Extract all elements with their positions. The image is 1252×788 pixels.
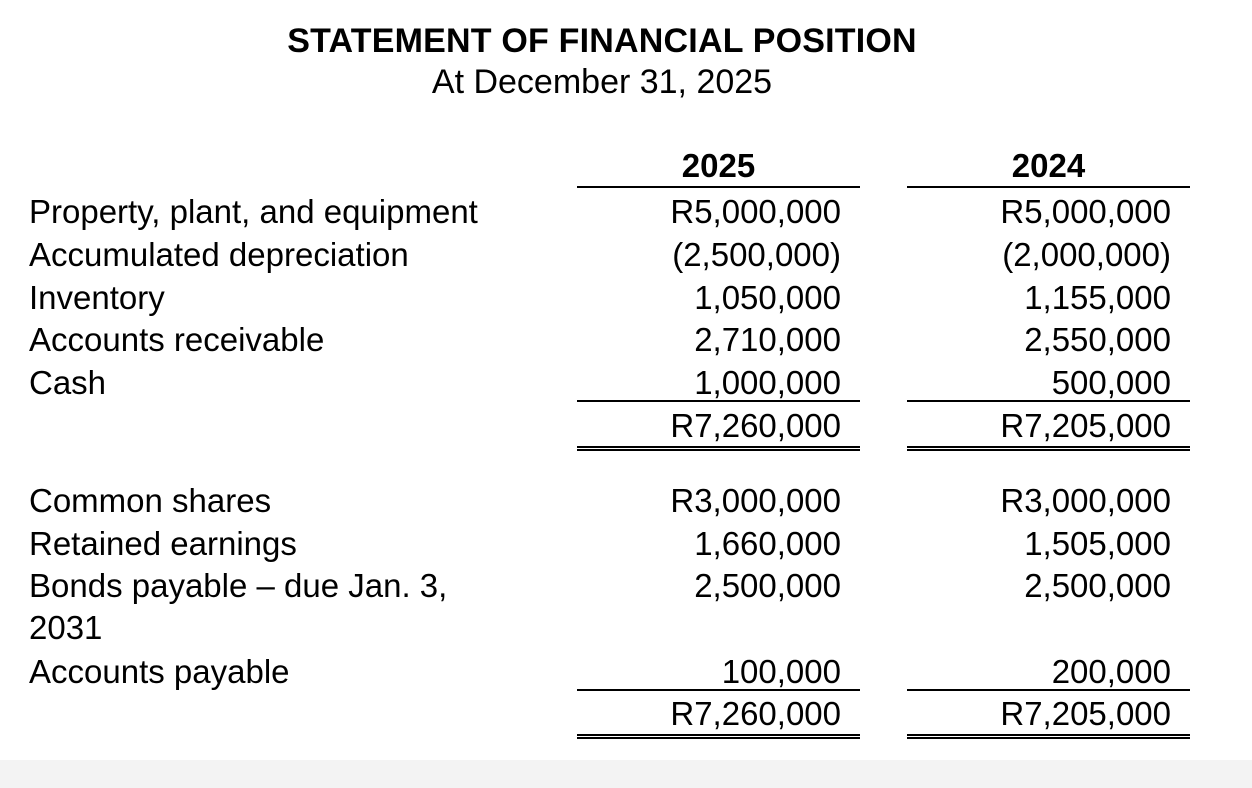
row-label: Bonds payable – due Jan. 3, 2031 bbox=[29, 567, 448, 646]
value-2024: 500,000 bbox=[907, 362, 1190, 402]
value-2025: (2,500,000) bbox=[672, 236, 841, 273]
value-2024: R3,000,000 bbox=[1000, 482, 1171, 519]
value-2025: 2,710,000 bbox=[694, 321, 841, 358]
value-2025: 2,500,000 bbox=[694, 567, 841, 604]
table-row bbox=[0, 565, 1252, 649]
statement-title: STATEMENT OF FINANCIAL POSITION bbox=[287, 22, 917, 60]
column-header-2024: 2024 bbox=[907, 146, 1190, 188]
table-row bbox=[0, 191, 1252, 233]
value-2024: 1,155,000 bbox=[1024, 279, 1171, 316]
row-label: Inventory bbox=[29, 279, 165, 316]
row-label: Retained earnings bbox=[29, 525, 297, 562]
row-label: Cash bbox=[29, 364, 107, 401]
total-2025: R7,260,000 bbox=[577, 693, 860, 739]
page-footer-strip bbox=[0, 760, 1252, 788]
value-2024: 1,505,000 bbox=[1024, 525, 1171, 562]
value-2024: 200,000 bbox=[907, 651, 1190, 691]
value-2025: R3,000,000 bbox=[670, 482, 841, 519]
total-row-assets bbox=[0, 405, 1252, 447]
value-2024: 2,500,000 bbox=[1024, 567, 1171, 604]
column-header-2025: 2025 bbox=[577, 146, 860, 188]
total-2024: R7,205,000 bbox=[907, 693, 1190, 739]
total-2024: R7,205,000 bbox=[907, 405, 1190, 451]
total-2025: R7,260,000 bbox=[577, 405, 860, 451]
table-row bbox=[0, 523, 1252, 565]
value-2025: R5,000,000 bbox=[670, 193, 841, 230]
table-row bbox=[0, 362, 1252, 404]
table-row bbox=[0, 234, 1252, 276]
table-row bbox=[0, 651, 1252, 693]
value-2025: 1,660,000 bbox=[694, 525, 841, 562]
table-row bbox=[0, 319, 1252, 361]
value-2024: 2,550,000 bbox=[1024, 321, 1171, 358]
statement-date: At December 31, 2025 bbox=[431, 63, 773, 101]
total-row-equity-liabilities bbox=[0, 693, 1252, 735]
table-row bbox=[0, 480, 1252, 522]
value-2024: R5,000,000 bbox=[1000, 193, 1171, 230]
value-2025: 1,000,000 bbox=[577, 362, 860, 402]
row-label: Accounts payable bbox=[29, 653, 290, 690]
row-label: Common shares bbox=[29, 482, 272, 519]
row-label: Property, plant, and equipment bbox=[29, 193, 478, 230]
value-2025: 1,050,000 bbox=[694, 279, 841, 316]
row-label: Accounts receivable bbox=[29, 321, 325, 358]
value-2024: (2,000,000) bbox=[1002, 236, 1171, 273]
value-2025: 100,000 bbox=[577, 651, 860, 691]
row-label: Accumulated depreciation bbox=[29, 236, 409, 273]
table-row bbox=[0, 277, 1252, 319]
